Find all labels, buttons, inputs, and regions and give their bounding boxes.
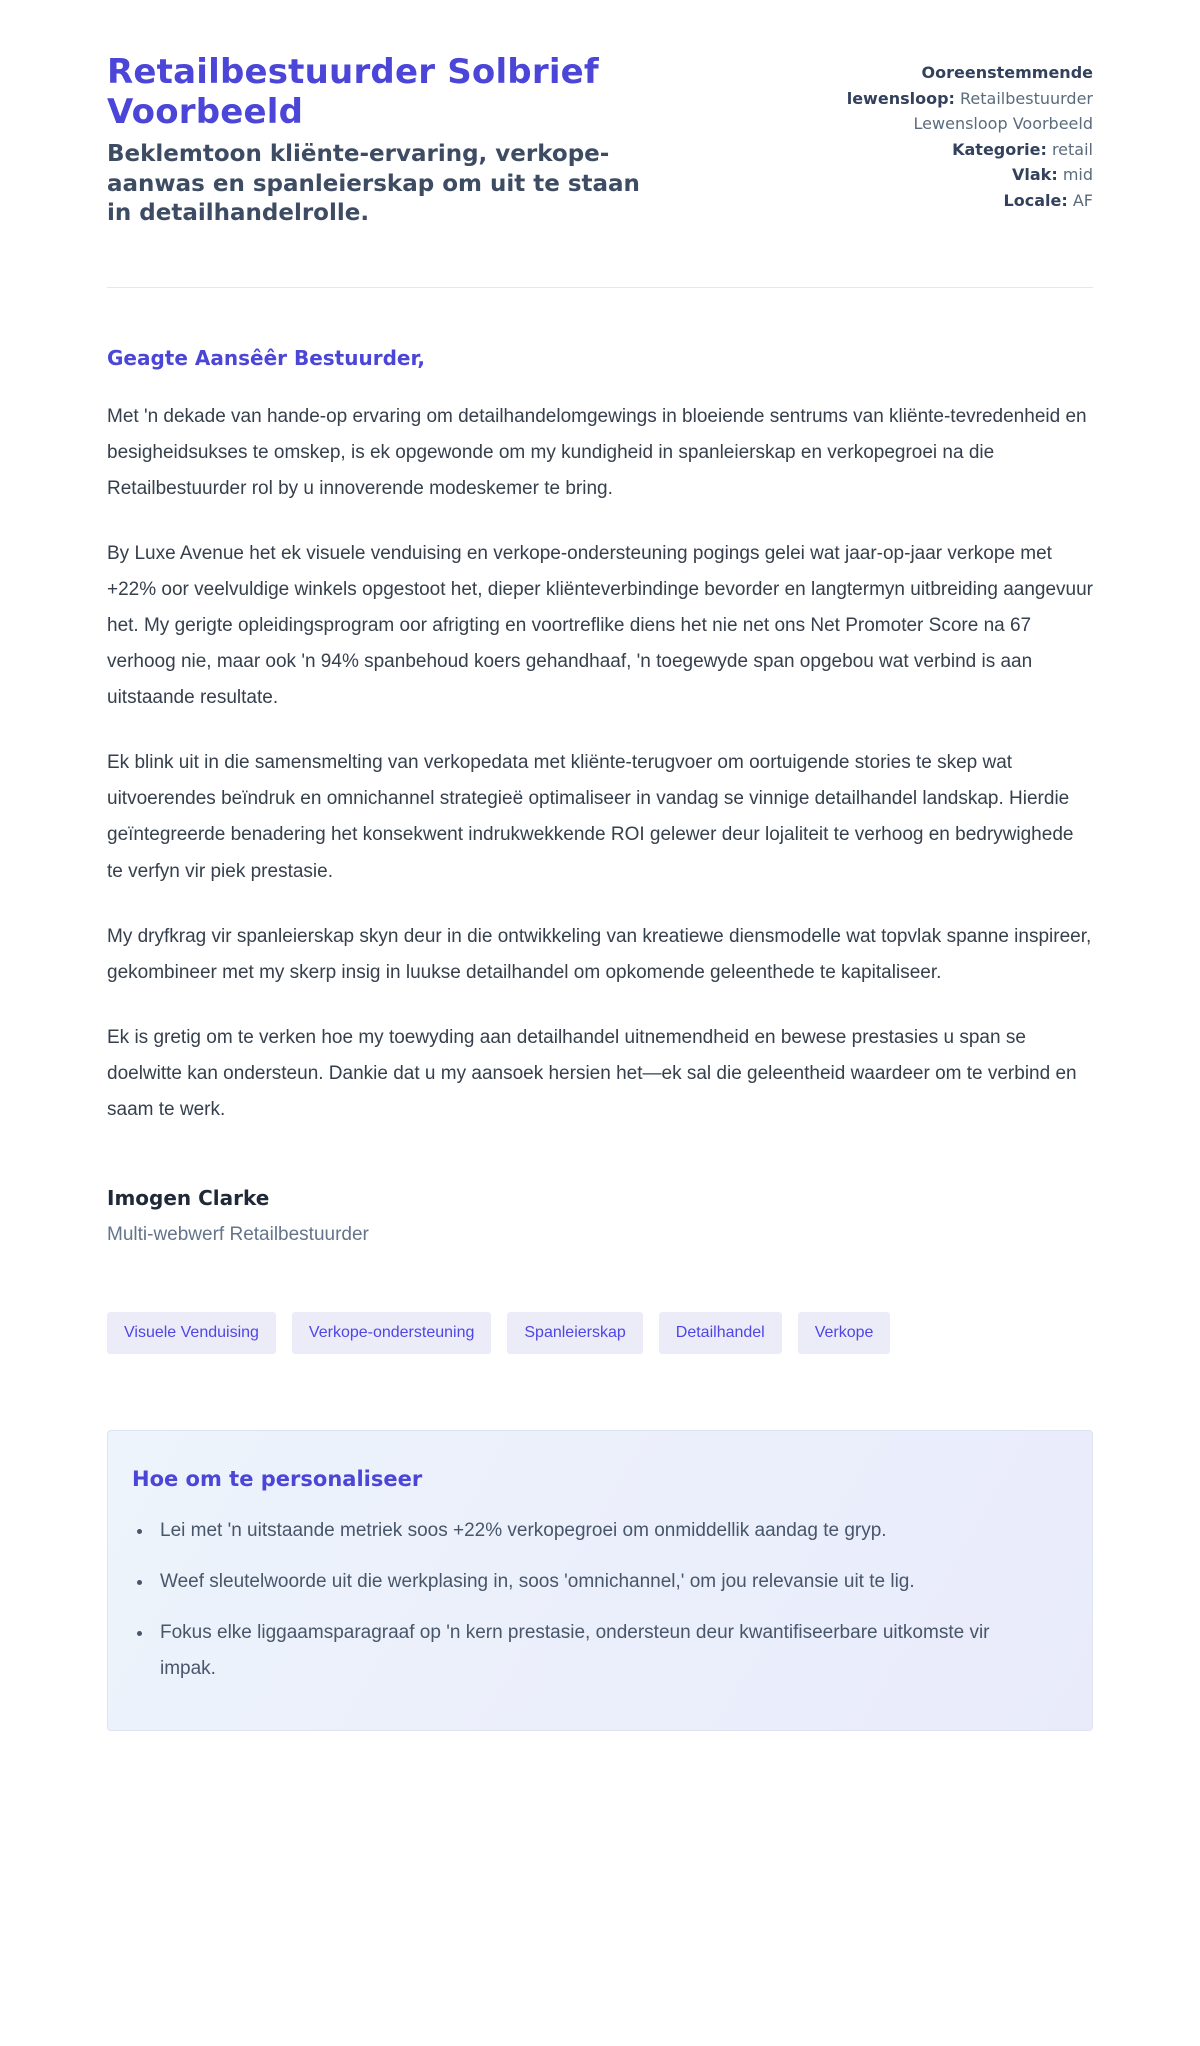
meta-level (821, 162, 1093, 188)
letter-paragraph: Met 'n dekade van hande-op ervaring om detailhandelomgewings in bloeiende sentrums van kliënte-tevredenheid en besigheidsukses te omskep, is ek opgewonde om my kundigheid in spanleierskap en verkopegroei na die Retailbestuurder rol by u innoverende modeskemer te bring. (107, 405, 1087, 499)
tag-chip-spanleierskap[interactable]: Spanleierskap (507, 1312, 642, 1354)
meta-level-label: Vlak: (1012, 165, 1058, 185)
meta-locale (821, 188, 1093, 214)
tag-chip-verkope-ondersteuning[interactable]: Verkope-ondersteuning (292, 1312, 491, 1354)
tag-chip-visuele-venduising[interactable]: Visuele Venduising (107, 1312, 276, 1354)
callout-list-item: • Fokus elke liggaamsparagraaf op 'n kern prestasie, ondersteun deur kwantifiseerbare uitkomste vir impak. (154, 1615, 1034, 1685)
meta-locale-value: AF (1072, 190, 1093, 210)
meta-resume (821, 60, 1093, 137)
callout-title: Hoe om te personaliseer (132, 1467, 423, 1492)
tag-chip-detailhandel[interactable]: Detailhandel (659, 1312, 782, 1354)
signature-name: Imogen Clarke (107, 1186, 270, 1211)
document-meta (821, 52, 1093, 214)
meta-resume-label: Ooreenstemmende lewensloop: (846, 63, 1093, 108)
callout-list-item: • Lei met 'n uitstaande metriek soos +22% verkopegroei om onmiddellik aandag te gryp. (154, 1513, 1034, 1548)
signature-role: Multi-webwerf Retailbestuurder (107, 1224, 369, 1246)
header-divider (107, 287, 1093, 288)
letter-paragraph: My dryfkrag vir spanleierskap skyn deur in die ontwikkeling van kreatiewe diensmodelle wat topvlak spanne inspireer, gekombineer met my skerp insig in luukse detailhandel om opkomende geleenthede te kapitaliseer. (107, 925, 1092, 983)
meta-category-label: Kategorie: (952, 139, 1047, 159)
callout-list-item: • Weef sleutelwoorde uit die werkplasing in, soos 'omnichannel,' om jou relevansie uit te lig. (154, 1564, 1034, 1599)
meta-locale-label: Locale: (1003, 190, 1068, 210)
page-title: Retailbestuurder Solbrief Voorbeeld (107, 52, 599, 133)
letter-paragraph: Ek is gretig om te verken hoe my toewyding aan detailhandel uitnemendheid en bewese prestasies u span se doelwitte kan ondersteun. Dankie dat u my aansoek hersien het—ek sal die geleentheid waardeer om te verbind en saam te werk. (107, 1026, 1077, 1121)
personalization-tips-callout (107, 1430, 1093, 1731)
tag-list (107, 1312, 1093, 1354)
document-header (107, 52, 1093, 229)
meta-resume-value: Retailbestuurder Lewensloop Voorbeeld (913, 88, 1093, 134)
letter-paragraph: By Luxe Avenue het ek visuele venduising en verkope-ondersteuning pogings gelei wat jaar-op-jaar verkope met +22% oor veelvuldige winkels opgestoot het, dieper kliënteverbindinge bevorder en langtermyn uitbreiding aangevuur het. My gerigte opleidingsprogram oor afrigting en voortreflike diens het nie net ons Net Promoter Score na 67 verhoog nie, maar ook 'n 94% spanbehoud koers gehandhaaf, 'n toegewyde span opgebou wat verbind is aan uitstaande resultate. (107, 542, 1093, 709)
meta-category (821, 137, 1093, 163)
page-container (107, 0, 1093, 1799)
signature-block (107, 1186, 1093, 1246)
meta-level-value: mid (1062, 165, 1093, 185)
page-subtitle: Beklemtoon kliënte-ervaring, verkope-aanwas en spanleierskap om uit te staan in detailhandelrolle. (107, 141, 640, 227)
header-title-block (107, 52, 647, 229)
tag-chip-verkope[interactable]: Verkope (798, 1312, 891, 1354)
letter-paragraph: Ek blink uit in die samensmelting van verkopedata met kliënte-terugvoer om oortuigende stories te skep wat uitvoerendes beïndruk en omnichannel strategieë optimaliseer in vandag se vinnige detailhandel landskap. Hierdie geïntegreerde benadering het konsekwent indrukwekkende ROI gelewer deur lojaliteit te verhoog en bedrywighede te verfyn vir piek prestasie. (107, 752, 1074, 882)
meta-category-value: retail (1051, 139, 1093, 159)
callout-list (132, 1513, 1068, 1686)
letter-greeting: Geagte Aansêêr Bestuurder, (107, 345, 425, 370)
